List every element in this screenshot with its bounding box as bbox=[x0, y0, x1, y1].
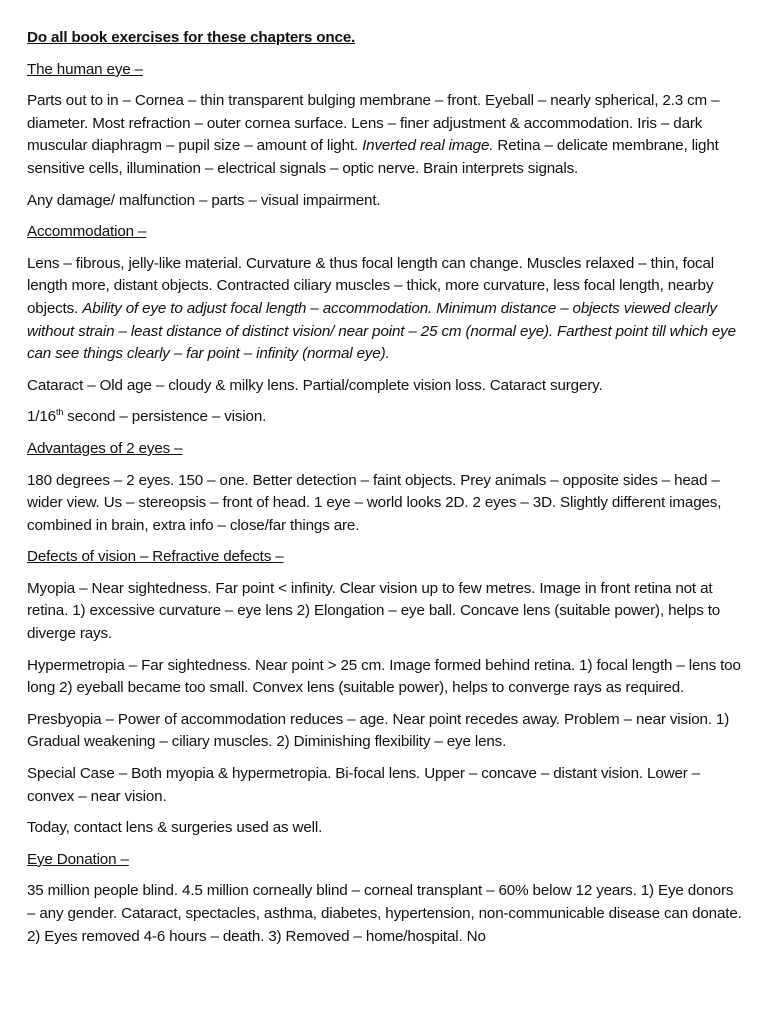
paragraph-myopia: Myopia – Near sightedness. Far point < infinity. Clear vision up to few metres. Image in front retina not at retina. 1) excessive curvature – eye lens 2) Elongation – eye ball. Concave lens (suitable power), helps to diverge rays. bbox=[27, 579, 721, 643]
document-page bbox=[27, 27, 745, 957]
paragraph-eye-donation: 35 million people blind. 4.5 million corneally blind – corneal transplant – 60% below 12 years. 1) Eye donors – any gender. Cataract, spectacles, asthma, diabetes, hypertension, non-communicable disease can donate. 2) Eyes removed 4-6 hours – death. 3) Removed – home/hospital. No bbox=[27, 882, 742, 945]
paragraph-lens-accommodation bbox=[27, 253, 745, 366]
italic-text-run: Inverted real image. bbox=[362, 137, 494, 155]
paragraph-hypermetropia: Hypermetropia – Far sightedness. Near point > 25 cm. Image formed behind retina. 1) focal length – lens too long 2) eyeball became too small. Convex lens (suitable power), helps to converge rays as required. bbox=[27, 656, 741, 697]
text-run: second – persistence – vision. bbox=[63, 408, 267, 426]
heading-defects-of-vision: Defects of vision – Refractive defects – bbox=[27, 548, 284, 566]
heading-human-eye: The human eye – bbox=[27, 60, 143, 78]
document-title: Do all book exercises for these chapters once. bbox=[27, 29, 356, 46]
text-run: 1/16 bbox=[27, 408, 56, 426]
paragraph-contact-lens: Today, contact lens & surgeries used as well. bbox=[27, 819, 323, 837]
paragraph-presbyopia: Presbyopia – Power of accommodation reduces – age. Near point recedes away. Problem – near vision. 1) Gradual weakening – ciliary muscles. 2) Diminishing flexibility – eye lens. bbox=[27, 710, 730, 751]
paragraph-special-case: Special Case – Both myopia & hypermetropia. Bi-focal lens. Upper – concave – distant vision. Lower – convex – near vision. bbox=[27, 765, 701, 805]
heading-accommodation: Accommodation – bbox=[27, 223, 147, 241]
text-run: Retina – delicate membrane, light sensitive cells, illumination – electrical signals – optic nerve. Brain interprets signals. bbox=[27, 137, 719, 177]
paragraph-visual-impairment: Any damage/ malfunction – parts – visual impairment. bbox=[27, 191, 381, 209]
paragraph-persistence bbox=[27, 406, 745, 429]
heading-eye-donation: Eye Donation – bbox=[27, 850, 129, 868]
superscript: th bbox=[55, 407, 64, 418]
heading-two-eyes: Advantages of 2 eyes – bbox=[27, 439, 183, 457]
text-run: Parts out to in – Cornea – thin transparent bulging membrane – front. Eyeball – nearly spherical, 2.3 cm – diameter. Most refraction – outer cornea surface. Lens – finer adjustment & accommodation. Iris – dark muscular diaphragm – pupil size – amount of light. bbox=[27, 92, 720, 155]
paragraph-two-eyes: 180 degrees – 2 eyes. 150 – one. Better detection – faint objects. Prey animals – opposite sides – head – wider view. Us – stereopsis – front of head. 1 eye – world looks 2D. 2 eyes – 3D. Slightly different images, combined in brain, extra info – close/far things are. bbox=[27, 471, 722, 534]
paragraph-human-eye-parts bbox=[27, 90, 745, 180]
italic-text-run: Ability of eye to adjust focal length – accommodation. Minimum distance – objects viewed clearly without strain – least distance of distinct vision/ near point – 25 cm (normal eye). Farthest point till which eye can see things clearly – far point – infinity (normal eye). bbox=[27, 299, 736, 363]
paragraph-cataract: Cataract – Old age – cloudy & milky lens. Partial/complete vision loss. Cataract surgery. bbox=[27, 376, 603, 394]
text-run: Lens – fibrous, jelly-like material. Curvature & thus focal length can change. Muscles relaxed – thin, focal length more, distant objects. Contracted ciliary muscles – thick, more curvature, less focal length, nearby objects. bbox=[27, 254, 715, 317]
